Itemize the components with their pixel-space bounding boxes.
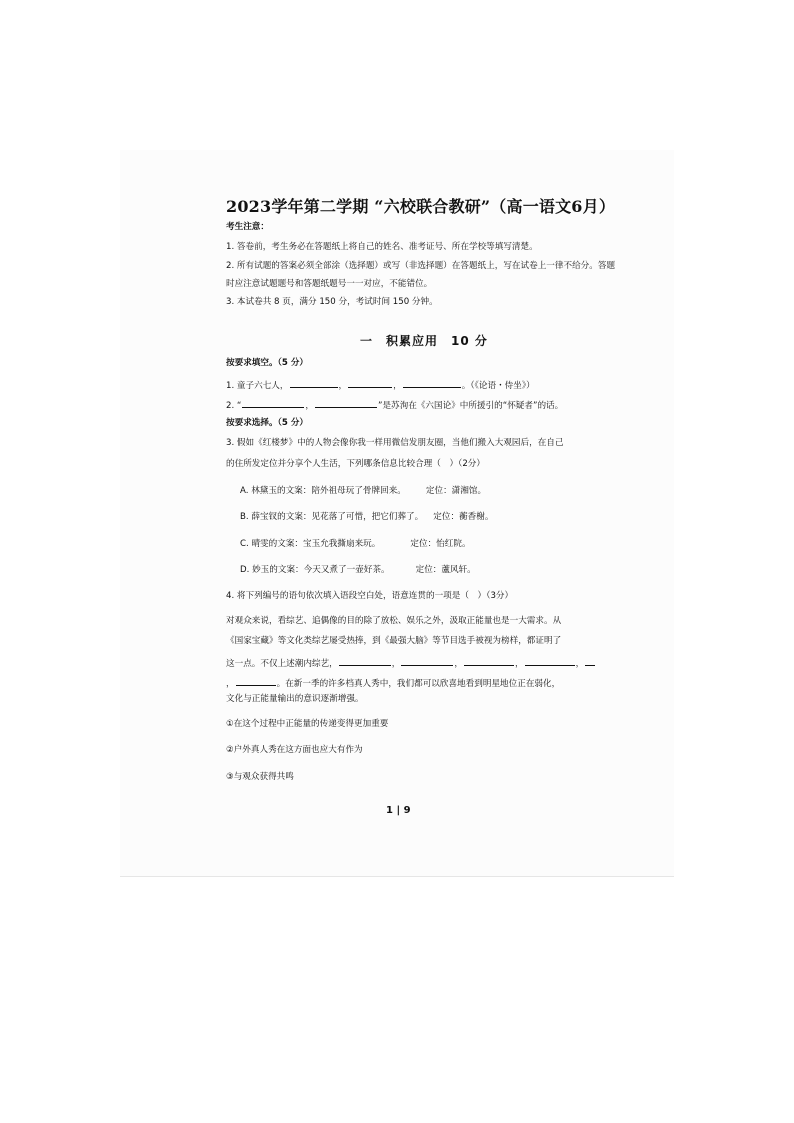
q4-para-line-4: ， 。在新一季的许多档真人秀中，我们都可以欣喜地看到明星地位正在弱化， bbox=[226, 676, 560, 690]
notice-item-2-cont: 时应注意试题题号和答题纸题号一一对应，不能错位。 bbox=[226, 279, 433, 289]
notice-item-1: 1. 答卷前，考生务必在答题纸上将自己的姓名、准考证号、所在学校等填写清楚。 bbox=[226, 242, 538, 252]
q4-blank-5a[interactable] bbox=[585, 656, 595, 666]
notice-heading: 考生注意： bbox=[226, 222, 269, 232]
option-b[interactable]: B. 薛宝钗的文案：见花落了可惜，把它们葬了。 定位：蘅香榭。 bbox=[240, 512, 494, 522]
statement-2: ②户外真人秀在这方面也应大有作为 bbox=[226, 745, 363, 755]
option-c[interactable]: C. 晴雯的文案：宝玉允我撕扇来玩。 定位：怡红院。 bbox=[240, 539, 471, 549]
question-1: 1. 童子六七人， ， ， 。（《论语・侍坐》） bbox=[226, 378, 535, 392]
q1-text: 1. 童子六七人， bbox=[226, 381, 289, 391]
q4-stem: 4. 将下列编号的语句依次填入语段空白处，语意连贯的一项是（ ）（3分） bbox=[226, 591, 514, 601]
notice-item-2: 2. 所有试题的答案必须全部涂（选择题）或写（非选择题）在答题纸上，写在试卷上一律不给分。答题 bbox=[226, 261, 616, 271]
section-title: 一 积累应用 10 分 bbox=[360, 334, 488, 348]
q2-blank-1[interactable] bbox=[242, 398, 304, 408]
q3-line-2: 的住所发定位并分享个人生活，下列哪条信息比较合理（ ）（2分） bbox=[226, 459, 485, 469]
notice-item-3: 3. 本试卷共 8 页，满分 150 分，考试时间 150 分钟。 bbox=[226, 297, 438, 307]
q1-blank-1[interactable] bbox=[290, 378, 338, 388]
statement-1: ①在这个过程中正能量的传递变得更加重要 bbox=[226, 719, 389, 729]
q4-para-line-5: 文化与正能量输出的意识逐渐增强。 bbox=[226, 694, 364, 704]
option-a[interactable]: A. 林黛玉的文案：陪外祖母玩了骨牌回来。 定位：潇湘馆。 bbox=[240, 486, 487, 496]
q4-blank-1[interactable] bbox=[339, 656, 391, 666]
q4-blank-5b[interactable] bbox=[236, 676, 276, 686]
option-d[interactable]: D. 妙玉的文案：今天又煮了一壶好茶。 定位：蘆风轩。 bbox=[240, 565, 476, 575]
q4-para-line-3: 这一点。不仅上述潮内综艺， ， ， ， ， bbox=[226, 656, 596, 670]
q4-blank-3[interactable] bbox=[464, 656, 514, 666]
page-number: 1 | 9 bbox=[386, 805, 411, 816]
q4-para-line-1: 对观众来说，看综艺、追偶像的目的除了放松、娱乐之外，汲取正能量也是一大需求。从 bbox=[226, 616, 562, 626]
page-title: 2023学年第二学期 “六校联合教研”（高一语文6月） bbox=[226, 197, 616, 216]
q4-blank-4[interactable] bbox=[525, 656, 575, 666]
q3-line-1: 3. 假如《红楼梦》中的人物会像你我一样用微信发朋友圈，当他们搬入大观园后，在自己 bbox=[226, 438, 564, 448]
part1-heading: 按要求填空。（5 分） bbox=[226, 358, 309, 368]
exam-sheet bbox=[120, 150, 674, 877]
statement-3: ③与观众获得共鸣 bbox=[226, 772, 294, 782]
q1-blank-2[interactable] bbox=[348, 378, 392, 388]
q1-blank-3[interactable] bbox=[403, 378, 461, 388]
q4-blank-2[interactable] bbox=[401, 656, 453, 666]
q2-blank-2[interactable] bbox=[315, 398, 377, 408]
question-2: 2. “ ， ”是苏洵在《六国论》中所援引的“怀疑者”的话。 bbox=[226, 398, 563, 412]
part2-heading: 按要求选择。（5 分） bbox=[226, 418, 309, 428]
q4-para-line-2: 《国家宝藏》等文化类综艺屡受热捧，到《最强大脑》等节目选手被视为榜样，都证明了 bbox=[226, 636, 562, 646]
